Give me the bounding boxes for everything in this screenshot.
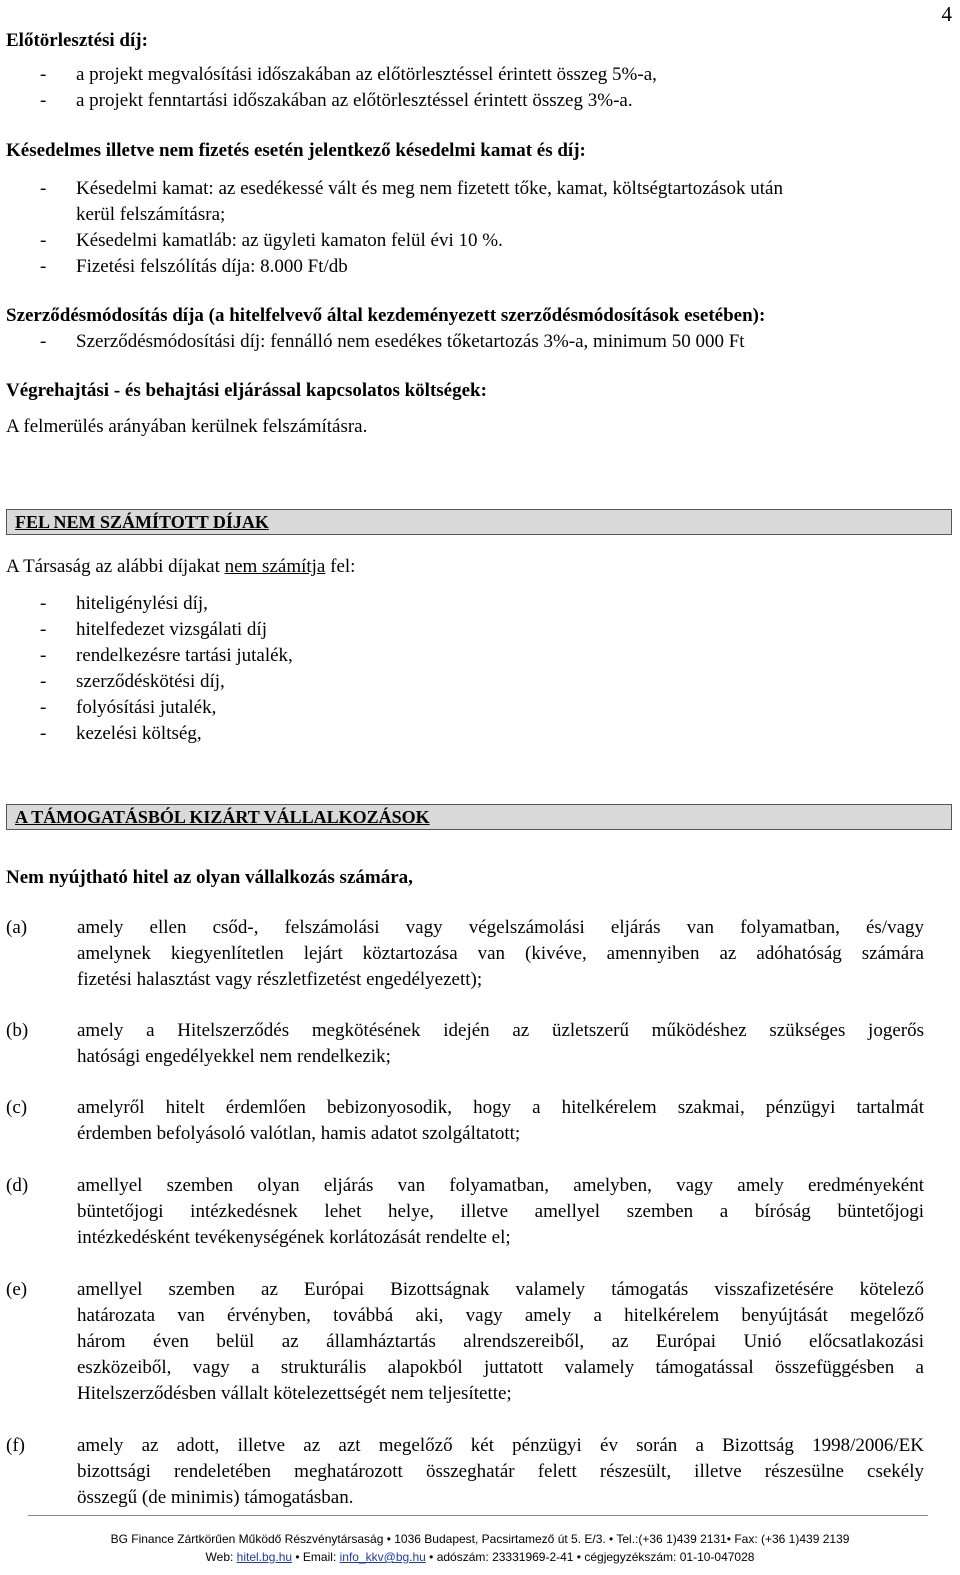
email-link[interactable]: info_kkv@bg.hu <box>339 1550 426 1564</box>
list-item: - <box>40 593 47 614</box>
list-item-text: a projekt megvalósítási időszakában az előtörlesztéssel érintett összeg 5%-a, <box>76 64 657 85</box>
list-item: - <box>40 90 47 111</box>
clause-line: amellyel szemben olyan eljárás van folyamatban, amelyben, vagy amely eredményeként <box>77 1175 924 1196</box>
clause-label: (b) <box>6 1020 29 1041</box>
not-charged-intro <box>6 556 355 578</box>
website-link[interactable]: hitel.bg.hu <box>236 1550 293 1564</box>
list-item-text: Szerződésmódosítási díj: fennálló nem esedékes tőketartozás 3%-a, minimum 50 000 Ft <box>76 331 745 352</box>
list-item: - <box>40 331 47 352</box>
clause-line: amely az adott, illetve az azt megelőző két pénzügyi év során a Bizottság 1998/2006/EK <box>77 1435 924 1456</box>
clause-line: amelynek kiegyenlítetlen lejárt köztartozása van (kivéve, amennyiben az adóhatóság számára <box>77 943 924 964</box>
clause-line: amely a Hitelszerződés megkötésének idején az üzletszerű működéshez szükséges jogerős <box>77 1020 924 1041</box>
not-charged-fees-title: FEL NEM SZÁMÍTOTT DÍJAK <box>15 512 269 532</box>
list-item: - <box>40 671 47 692</box>
clause-line: összegű (de minimis) támogatásban. <box>77 1487 354 1508</box>
intro-text: fel: <box>325 556 356 577</box>
clause-line: amellyel szemben az Európai Bizottságnak valamely támogatás visszafizetésére kötelező <box>77 1279 924 1300</box>
footer-registration: • adószám: 23331969-2-41 • cégjegyzékszám: 01-10-047028 <box>425 1550 755 1564</box>
excluded-companies-box <box>6 804 952 830</box>
prepayment-fee-heading: Előtörlesztési díj: <box>6 30 148 51</box>
clause-label: (c) <box>6 1097 28 1118</box>
late-payment-heading: Késedelmes illetve nem fizetés esetén jelentkező késedelmi kamat és díj: <box>6 140 586 161</box>
clause-line: amely ellen csőd-, felszámolási vagy végelszámolási eljárás van folyamatban, és/vagy <box>77 917 924 938</box>
clause-line: eszközeiből, vagy a strukturális alapokból juttatott valamely támogatással összefüggésben a <box>77 1357 924 1378</box>
list-item: - <box>40 723 47 744</box>
list-item-text: Késedelmi kamatláb: az ügyleti kamaton felül évi 10 %. <box>76 230 503 251</box>
list-item-text: hiteligénylési díj, <box>76 593 208 614</box>
list-item-text: Fizetési felszólítás díja: 8.000 Ft/db <box>76 256 348 277</box>
footer-company-line: BG Finance Zártkörűen Működő Részvénytársaság • 1036 Budapest, Pacsirtamező út 5. E/3. • Tel.:(+36 1)439 2131• Fax: (+36 1)439 2139 <box>110 1532 850 1546</box>
clause-label: (d) <box>6 1175 29 1196</box>
clause-line: büntetőjogi intézkedésnek lehet helye, illetve amellyel szemben a bíróság büntetőjogi <box>77 1201 924 1222</box>
list-item-text: rendelkezésre tartási jutalék, <box>76 645 293 666</box>
clause-label: (a) <box>6 917 28 938</box>
list-item: - <box>40 256 47 277</box>
list-item-text: kezelési költség, <box>76 723 202 744</box>
intro-text: A Társaság az alábbi díjakat <box>6 556 225 577</box>
clause-line: intézkedésként tevékenységének korlátozását rendelte el; <box>77 1227 511 1248</box>
footer-divider <box>28 1515 928 1516</box>
clause-line: bizottsági rendeletében meghatározott összeghatár felett részesült, illetve részesülne csekély <box>77 1461 924 1482</box>
clause-line: Hitelszerződésben vállalt kötelezettségét nem teljesítette; <box>77 1383 512 1404</box>
clause-label: (f) <box>6 1435 25 1456</box>
list-item-text: a projekt fenntartási időszakában az előtörlesztéssel érintett összeg 3%-a. <box>76 90 633 111</box>
not-charged-fees-box <box>6 509 952 535</box>
excluded-subtitle: Nem nyújtható hitel az olyan vállalkozás számára, <box>6 867 413 888</box>
page-number: 4 <box>941 2 952 26</box>
excluded-companies-title: A TÁMOGATÁSBÓL KIZÁRT VÁLLALKOZÁSOK <box>15 807 430 827</box>
clause-line: fizetési halasztást vagy részletfizetést engedélyezett); <box>77 969 483 990</box>
clause-line: hatósági engedélyekkel nem rendelkezik; <box>77 1046 391 1067</box>
list-item-text: szerződéskötési díj, <box>76 671 225 692</box>
clause-line: amelyről hitelt érdemlően bebizonyosodik, hogy a hitelkérelem szakmai, pénzügyi tartalmát <box>77 1097 924 1118</box>
list-item-text: kerül felszámításra; <box>76 204 226 225</box>
clause-line: három éven belül az államháztartás alrendszereiből, az Európai Unió előcsatlakozási <box>77 1331 924 1352</box>
intro-emphasis: nem számítja <box>224 556 326 577</box>
enforcement-costs-heading: Végrehajtási - és behajtási eljárással kapcsolatos költségek: <box>6 380 487 401</box>
footer-label: Web: <box>205 1550 237 1564</box>
list-item-text: hitelfedezet vizsgálati díj <box>76 619 267 640</box>
list-item: - <box>40 619 47 640</box>
footer-contact-line <box>0 1550 960 1564</box>
contract-modification-heading: Szerződésmódosítás díja (a hitelfelvevő által kezdeményezett szerződésmódosítások esetében): <box>6 305 766 326</box>
list-item: - <box>40 645 47 666</box>
list-item: - <box>40 230 47 251</box>
clause-line: határozata van érvényben, továbbá aki, vagy amely a hitelkérelem benyújtását megelőző <box>77 1305 924 1326</box>
list-item: - <box>40 178 47 199</box>
list-item-text: Késedelmi kamat: az esedékessé vált és meg nem fizetett tőke, kamat, költségtartozások után <box>76 178 783 199</box>
footer-label: • Email: <box>292 1550 340 1564</box>
list-item: - <box>40 697 47 718</box>
clause-line: érdemben befolyásoló valótlan, hamis adatot szolgáltatott; <box>77 1123 521 1144</box>
list-item: - <box>40 64 47 85</box>
list-item-text: folyósítási jutalék, <box>76 697 217 718</box>
enforcement-costs-text: A felmerülés arányában kerülnek felszámításra. <box>6 416 368 437</box>
clause-label: (e) <box>6 1279 28 1300</box>
